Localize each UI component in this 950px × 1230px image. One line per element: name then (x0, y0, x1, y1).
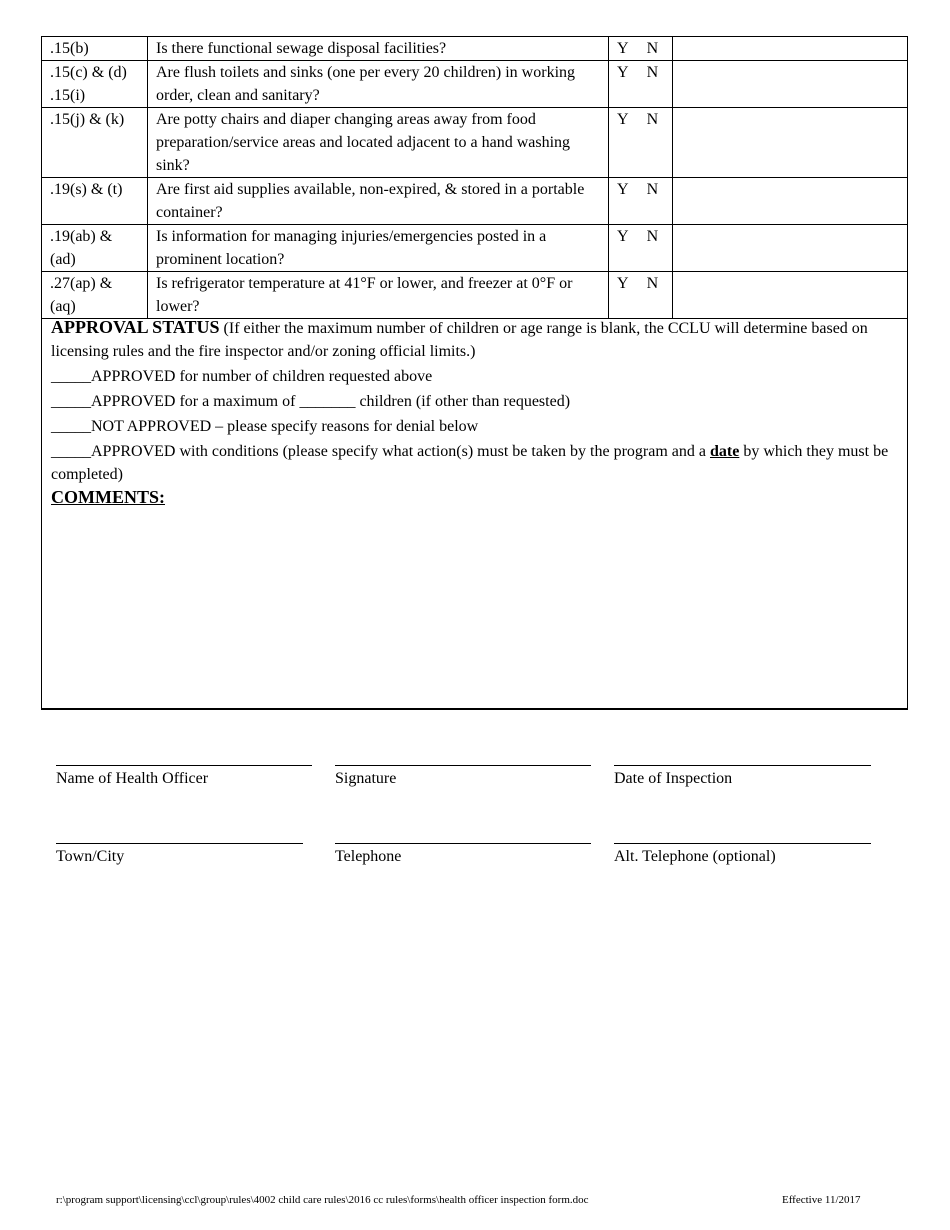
approval-heading: APPROVAL STATUS (51, 317, 220, 337)
notes-cell[interactable] (673, 108, 908, 178)
option-not-approved: _____NOT APPROVED – please specify reasons for denial below (51, 418, 479, 435)
town-label: Town/City (56, 848, 125, 865)
table-row (42, 37, 908, 61)
health-officer-field[interactable] (56, 750, 312, 788)
signature-label: Signature (335, 770, 397, 787)
yes-no-cell[interactable] (609, 37, 673, 61)
yes-option[interactable]: Y (617, 275, 629, 292)
rule-cell: .19(s) & (t) (42, 178, 148, 225)
question-cell: Is refrigerator temperature at 41°F or lower, and freezer at 0°F or lower? (148, 272, 609, 319)
question-cell: Are first aid supplies available, non-expired, & stored in a portable container? (148, 178, 609, 225)
rule-cell: .15(j) & (k) (42, 108, 148, 178)
alt-telephone-field[interactable] (614, 828, 871, 866)
approval-section (41, 312, 908, 710)
rule-cell: .27(ap) & (aq) (42, 272, 148, 319)
table-row (42, 178, 908, 225)
telephone-field[interactable] (335, 828, 591, 866)
alt-telephone-label: Alt. Telephone (optional) (614, 848, 776, 865)
footer-effective-date: Effective 11/2017 (782, 1194, 861, 1206)
yes-no-cell[interactable] (609, 61, 673, 108)
approval-intro: APPROVAL STATUS (If either the maximum number of children or age range is blank, the CCLU will determine based on licensing rules and the fire inspector and/or zoning official limits.) (51, 317, 868, 360)
no-option[interactable]: N (646, 181, 659, 198)
yes-option[interactable]: Y (617, 64, 629, 81)
signature-field[interactable] (335, 750, 591, 788)
notes-cell[interactable] (673, 61, 908, 108)
yes-option[interactable]: Y (617, 40, 629, 57)
town-field[interactable] (56, 828, 303, 866)
question-cell: Is there functional sewage disposal facilities? (148, 37, 609, 61)
no-option[interactable]: N (646, 111, 659, 128)
rule-cell: .15(b) (42, 37, 148, 61)
yes-no-cell[interactable] (609, 225, 673, 272)
inspection-table (41, 36, 908, 319)
telephone-label: Telephone (335, 848, 402, 865)
yes-no-cell[interactable] (609, 178, 673, 225)
question-cell: Are potty chairs and diaper changing areas away from food preparation/service areas and located adjacent to a hand washing sink? (148, 108, 609, 178)
date-field[interactable] (614, 750, 871, 788)
question-cell: Are flush toilets and sinks (one per every 20 children) in working order, clean and sanitary? (148, 61, 609, 108)
question-cell: Is information for managing injuries/emergencies posted in a prominent location? (148, 225, 609, 272)
no-option[interactable]: N (646, 228, 659, 245)
no-option[interactable]: N (646, 64, 659, 81)
yes-no-cell[interactable] (609, 108, 673, 178)
yes-option[interactable]: Y (617, 111, 629, 128)
comments-label: COMMENTS: (51, 487, 165, 507)
option-approved-max: _____APPROVED for a maximum of _______ children (if other than requested) (51, 393, 571, 410)
table-row (42, 61, 908, 108)
footer-file-path: r:\program support\licensing\ccl\group\rules\4002 child care rules\2016 cc rules\forms\health officer inspection form.doc (56, 1194, 589, 1206)
yes-option[interactable]: Y (617, 181, 629, 198)
rule-cell: .15(c) & (d) .15(i) (42, 61, 148, 108)
yes-option[interactable]: Y (617, 228, 629, 245)
option-approved: _____APPROVED for number of children requested above (51, 368, 433, 385)
notes-cell[interactable] (673, 225, 908, 272)
option-approved-conditions: _____APPROVED with conditions (please specify what action(s) must be taken by the program and a date by which they must be completed) (51, 443, 889, 483)
date-label: Date of Inspection (614, 770, 733, 787)
no-option[interactable]: N (646, 275, 659, 292)
table-row (42, 225, 908, 272)
rule-cell: .19(ab) & (ad) (42, 225, 148, 272)
notes-cell[interactable] (673, 178, 908, 225)
table-row (42, 108, 908, 178)
notes-cell[interactable] (673, 37, 908, 61)
no-option[interactable]: N (646, 40, 659, 57)
health-officer-label: Name of Health Officer (56, 770, 209, 787)
